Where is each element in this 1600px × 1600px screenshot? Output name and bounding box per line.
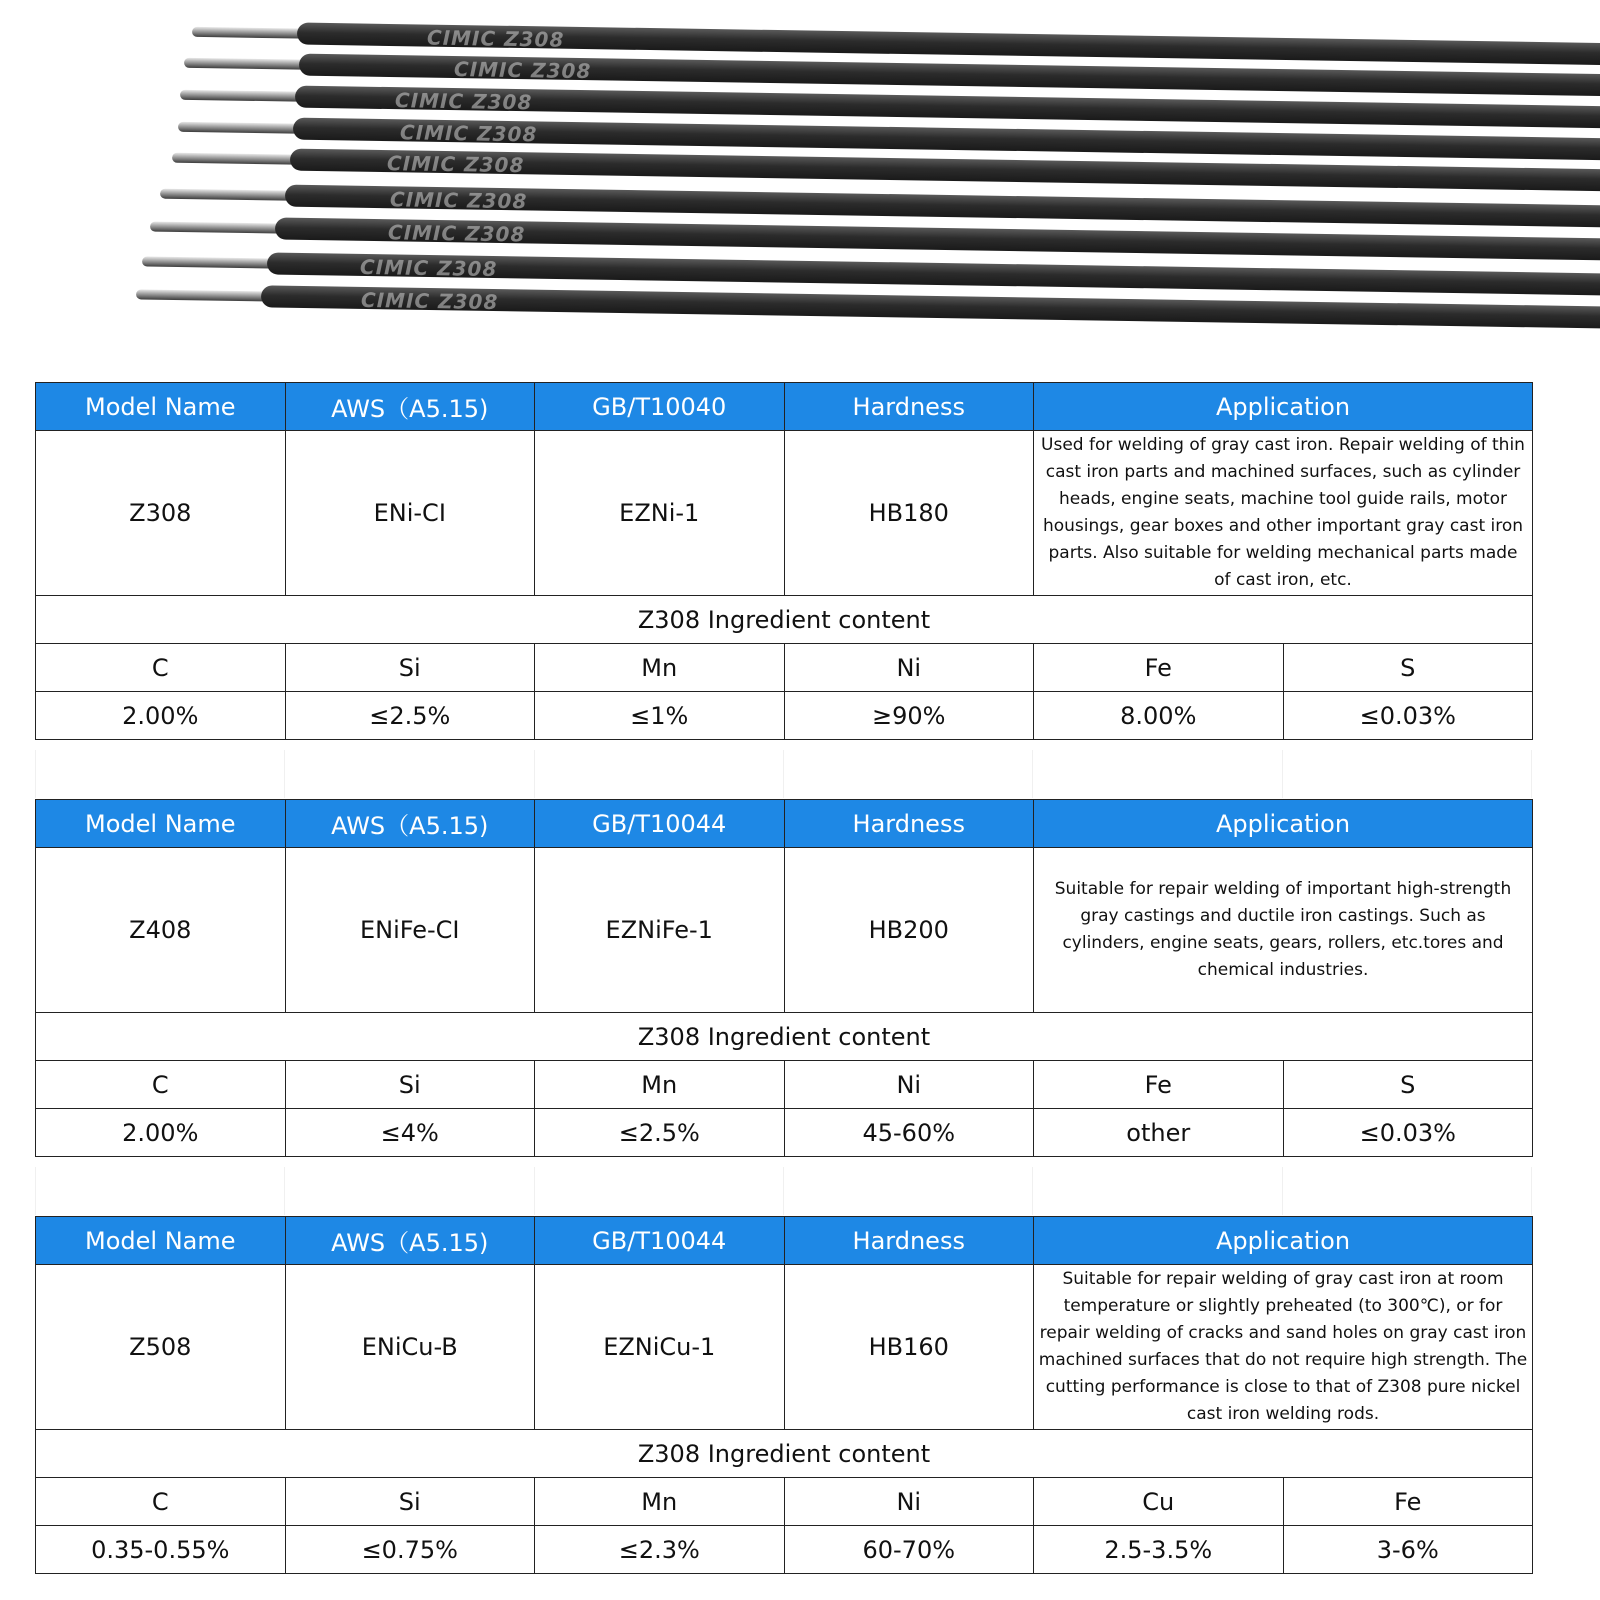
rod-marking: CIMIC Z308: [359, 254, 498, 282]
value-cell: 2.5-3.5%: [1034, 1526, 1284, 1574]
rod-marking: CIMIC Z308: [387, 220, 526, 247]
header-hardness: Hardness: [784, 800, 1034, 848]
spec-table-z508: [35, 1216, 1533, 1574]
element-cell: Si: [285, 1061, 535, 1109]
ingredient-title-row: [36, 596, 1533, 644]
value-cell: 60-70%: [784, 1526, 1034, 1574]
model-cell: Z508: [36, 1265, 286, 1430]
rod-marking: CIMIC Z308: [426, 25, 565, 52]
value-cell: other: [1034, 1109, 1284, 1157]
table-header-row: [36, 800, 1533, 848]
rod-marking: CIMIC Z308: [389, 187, 528, 214]
header-model-name: Model Name: [36, 800, 286, 848]
element-cell: Mn: [535, 1061, 785, 1109]
element-cell: Ni: [784, 1478, 1034, 1526]
value-cell: 45-60%: [784, 1109, 1034, 1157]
model-cell: Z308: [36, 431, 286, 596]
value-cell: 8.00%: [1034, 692, 1284, 740]
gb-cell: EZNiCu-1: [535, 1265, 785, 1430]
element-cell: C: [36, 1061, 286, 1109]
application-cell: Suitable for repair welding of important high-strength gray castings and ductile iron castings. Such as cylinders, engine seats, gears, rollers, etc.tores and chemical industries.: [1034, 848, 1533, 1013]
aws-cell: ENiCu-B: [285, 1265, 535, 1430]
header-gb: GB/T10044: [535, 800, 785, 848]
table-spacer: [35, 750, 1532, 798]
ingredient-title: Z308 Ingredient content: [36, 1430, 1533, 1478]
header-model-name: Model Name: [36, 1217, 286, 1265]
value-row: [36, 1109, 1533, 1157]
header-aws: AWS（A5.15): [285, 383, 535, 431]
element-cell: Fe: [1283, 1478, 1533, 1526]
element-cell: C: [36, 1478, 286, 1526]
value-row: [36, 692, 1533, 740]
header-model-name: Model Name: [36, 383, 286, 431]
element-cell: S: [1283, 644, 1533, 692]
value-row: [36, 1526, 1533, 1574]
ingredient-title-row: [36, 1430, 1533, 1478]
spec-table-z408: [35, 799, 1533, 1157]
element-cell: C: [36, 644, 286, 692]
aws-cell: ENi-CI: [285, 431, 535, 596]
element-cell: Fe: [1034, 1061, 1284, 1109]
gb-cell: EZNi-1: [535, 431, 785, 596]
value-cell: ≤1%: [535, 692, 785, 740]
table-header-row: [36, 1217, 1533, 1265]
element-cell: Fe: [1034, 644, 1284, 692]
rod-marking: CIMIC Z308: [386, 151, 525, 178]
rod-marking: CIMIC Z308: [399, 120, 538, 147]
value-cell: ≤2.3%: [535, 1526, 785, 1574]
header-application: Application: [1034, 800, 1533, 848]
gb-cell: EZNiFe-1: [535, 848, 785, 1013]
hardness-cell: HB200: [784, 848, 1034, 1013]
value-cell: ≤0.03%: [1283, 1109, 1533, 1157]
table-row: [36, 848, 1533, 1013]
value-cell: ≤0.75%: [285, 1526, 535, 1574]
element-cell: Cu: [1034, 1478, 1284, 1526]
value-cell: 0.35-0.55%: [36, 1526, 286, 1574]
model-cell: Z408: [36, 848, 286, 1013]
table-row: [36, 1265, 1533, 1430]
element-cell: Si: [285, 1478, 535, 1526]
application-cell: Suitable for repair welding of gray cast iron at room temperature or slightly preheated (to 300℃), or for repair welding of cracks and sand holes on gray cast iron machined surfaces that do not require high strength. The cutting performance is close to that of Z308 pure nickel cast iron welding rods.: [1034, 1265, 1533, 1430]
header-hardness: Hardness: [784, 1217, 1034, 1265]
element-cell: Si: [285, 644, 535, 692]
hardness-cell: HB160: [784, 1265, 1034, 1430]
value-cell: ≤2.5%: [535, 1109, 785, 1157]
value-cell: ≤4%: [285, 1109, 535, 1157]
application-cell: Used for welding of gray cast iron. Repair welding of thin cast iron parts and machined surfaces, such as cylinder heads, engine seats, machine tool guide rails, motor housings, gear boxes and other important gray cast iron parts. Also suitable for welding mechanical parts made of cast iron, etc.: [1034, 431, 1533, 596]
element-cell: Mn: [535, 644, 785, 692]
element-cell: Ni: [784, 644, 1034, 692]
element-row: [36, 1478, 1533, 1526]
element-cell: Ni: [784, 1061, 1034, 1109]
header-aws: AWS（A5.15): [285, 1217, 535, 1265]
value-cell: 3-6%: [1283, 1526, 1533, 1574]
element-cell: S: [1283, 1061, 1533, 1109]
value-cell: 2.00%: [36, 692, 286, 740]
ingredient-title: Z308 Ingredient content: [36, 1013, 1533, 1061]
table-header-row: [36, 383, 1533, 431]
element-cell: Mn: [535, 1478, 785, 1526]
value-cell: 2.00%: [36, 1109, 286, 1157]
header-gb: GB/T10044: [535, 1217, 785, 1265]
header-aws: AWS（A5.15): [285, 800, 535, 848]
value-cell: ≤2.5%: [285, 692, 535, 740]
value-cell: ≤0.03%: [1283, 692, 1533, 740]
element-row: [36, 644, 1533, 692]
rod-marking: CIMIC Z308: [394, 88, 533, 115]
element-row: [36, 1061, 1533, 1109]
header-application: Application: [1034, 1217, 1533, 1265]
ingredient-title: Z308 Ingredient content: [36, 596, 1533, 644]
rod-marking: CIMIC Z308: [453, 57, 592, 84]
rod-marking: CIMIC Z308: [360, 287, 499, 315]
header-hardness: Hardness: [784, 383, 1034, 431]
header-gb: GB/T10040: [535, 383, 785, 431]
table-spacer: [35, 1167, 1532, 1215]
aws-cell: ENiFe-CI: [285, 848, 535, 1013]
electrode-product-photo: [0, 0, 1600, 360]
hardness-cell: HB180: [784, 431, 1034, 596]
spec-table-z308: [35, 382, 1533, 740]
ingredient-title-row: [36, 1013, 1533, 1061]
table-row: [36, 431, 1533, 596]
value-cell: ≥90%: [784, 692, 1034, 740]
header-application: Application: [1034, 383, 1533, 431]
